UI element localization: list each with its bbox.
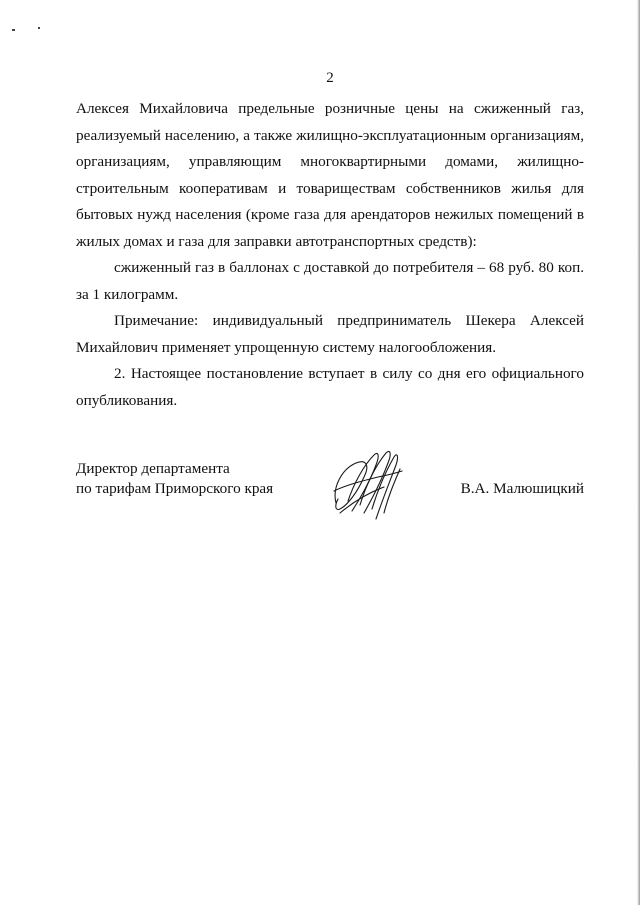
body-line: жилых домах и газа для заправки автотранспортных средств): <box>76 232 477 250</box>
body-line: бытовых нужд населения (кроме газа для арендаторов нежилых помещений в <box>76 206 584 223</box>
scan-speck <box>38 27 40 29</box>
body-line: реализуемый населению, а также жилищно-эксплуатационным организациям, <box>76 126 584 144</box>
signatory-title-line: Директор департамента <box>76 460 230 477</box>
scan-speck <box>12 29 15 31</box>
body-line: сжиженный газ в баллонах с доставкой до потребителя – 68 руб. 80 коп. <box>114 259 584 276</box>
signatory-name: В.А. Малюшицкий <box>460 480 584 497</box>
signatory-title <box>76 459 273 499</box>
body-line: строительным кооперативам и товариществам собственников жилья для <box>76 179 584 197</box>
signature-block <box>76 459 584 529</box>
body-line: Примечание: индивидуальный предприниматель Шекера Алексей <box>114 312 584 329</box>
body-line: 2. Настоящее постановление вступает в силу со дня его официального <box>114 365 584 382</box>
body-line: Михайлович применяет упрощенную систему налогообложения. <box>76 338 497 356</box>
handwritten-signature <box>326 443 408 525</box>
body-line: организациям, управляющим многоквартирными домами, жилищно- <box>76 153 584 170</box>
page-number: 2 <box>326 70 334 86</box>
body-line: опубликования. <box>76 391 178 409</box>
document-body <box>76 96 584 414</box>
signatory-title-line: по тарифам Приморского края <box>76 480 274 497</box>
body-line: за 1 килограмм. <box>76 285 179 303</box>
body-line: Алексея Михайловича предельные розничные цены на сжиженный газ, <box>76 100 584 117</box>
